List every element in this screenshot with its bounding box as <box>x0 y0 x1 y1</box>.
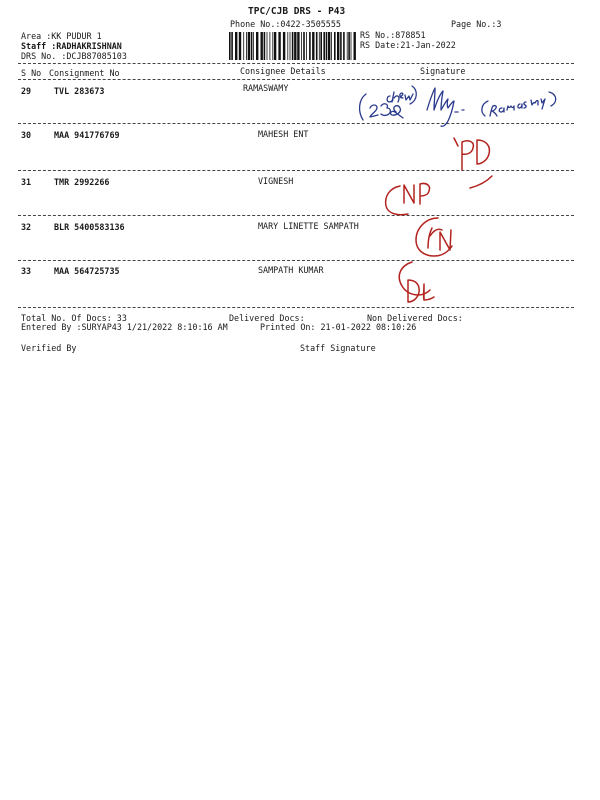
non-delivered-docs: Non Delivered Docs: <box>367 313 463 323</box>
row-consignment: TMR 2992266 <box>54 177 110 187</box>
phone-number: Phone No.:0422-3505555 <box>230 19 341 29</box>
row-consignee: RAMASWAMY <box>243 83 289 93</box>
page-number: Page No.:3 <box>451 19 502 29</box>
row-sno: 32 <box>21 222 32 232</box>
header-rule-bottom <box>18 79 574 80</box>
row-consignee: SAMPATH KUMAR <box>258 265 324 275</box>
verified-by-label: Verified By <box>21 343 77 353</box>
row-consignee: MAHESH ENT <box>258 129 309 139</box>
row-sno: 29 <box>21 86 32 96</box>
header-rule-top <box>18 63 574 64</box>
column-consignee: Consignee Details <box>240 66 326 76</box>
delivered-docs: Delivered Docs: <box>229 313 305 323</box>
row-sno: 33 <box>21 266 32 276</box>
row-sno: 31 <box>21 177 32 187</box>
staff-signature-label: Staff Signature <box>300 343 376 353</box>
row-consignment: MAA 564725735 <box>54 266 120 276</box>
row-consignment: TVL 283673 <box>54 86 105 96</box>
area-field: Area :KK PUDUR 1 <box>21 31 102 41</box>
row-sno: 30 <box>21 130 32 140</box>
column-consignment: Consignment No <box>49 68 120 78</box>
row-consignment: MAA 941776769 <box>54 130 120 140</box>
row-divider <box>18 123 574 124</box>
column-signature: Signature <box>420 66 466 76</box>
row-divider <box>18 307 574 308</box>
status-pd-mark <box>454 138 492 188</box>
barcode-image <box>228 32 356 60</box>
printed-on: Printed On: 21-01-2022 08:10:26 <box>260 322 417 332</box>
row-divider <box>18 170 574 171</box>
rs-date: RS Date:21-Jan-2022 <box>360 40 456 50</box>
total-docs: Total No. Of Docs: 33 <box>21 313 127 323</box>
row-divider <box>18 215 574 216</box>
row-consignee: VIGNESH <box>258 176 294 186</box>
staff-field: Staff :RADHAKRISHNAN <box>21 41 122 51</box>
status-cn-mark <box>416 218 452 256</box>
row-divider <box>18 260 574 261</box>
document-title: TPC/CJB DRS - P43 <box>248 6 346 17</box>
rs-number: RS No.:878851 <box>360 30 426 40</box>
row-consignment: BLR 5400583136 <box>54 222 125 232</box>
signature-row29 <box>360 86 556 126</box>
column-sno: S No <box>21 68 42 78</box>
status-np-mark <box>386 183 430 214</box>
drs-number: DRS No. :DCJB87085103 <box>21 51 127 61</box>
status-dl-mark <box>399 262 434 302</box>
entered-by: Entered By :SURYAP43 1/21/2022 8:10:16 AM <box>21 322 228 332</box>
row-consignee: MARY LINETTE SAMPATH <box>258 221 359 231</box>
